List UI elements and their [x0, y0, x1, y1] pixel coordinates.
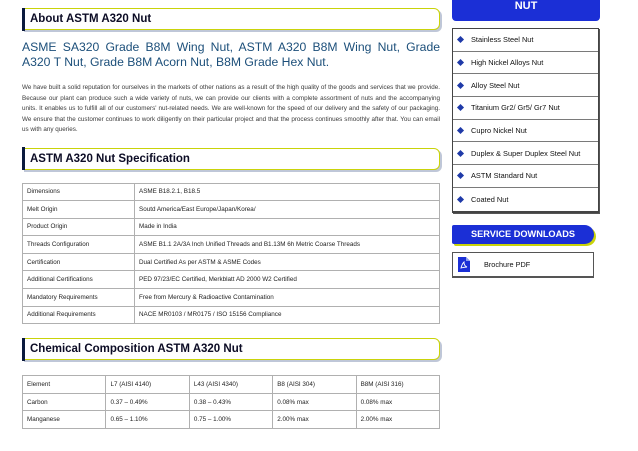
diamond-bullet-icon — [457, 172, 464, 179]
table-row: Additional Certifications PED 97/23/EC Certified, Merkblatt AD 2000 W2 Certified — [23, 271, 440, 289]
table-header-row: Element L7 (AISI 4140) L43 (AISI 4340) B8 (AISI 304) B8M (AISI 316) — [23, 376, 440, 394]
sidebar-item-titanium-nut[interactable]: Titanium Gr2/ Gr5/ Gr7 Nut — [453, 97, 598, 120]
about-heading: About ASTM A320 Nut — [22, 8, 440, 30]
brochure-label: Brochure PDF — [484, 259, 531, 269]
spec-table — [22, 183, 440, 325]
pdf-file-icon — [458, 257, 470, 272]
diamond-bullet-icon — [457, 36, 464, 43]
service-downloads-heading: SERVICE DOWNLOADS — [452, 225, 594, 244]
diamond-bullet-icon — [457, 82, 464, 89]
table-row: Carbon 0.37 – 0.49% 0.38 – 0.43% 0.08% max 0.08% max — [23, 393, 440, 411]
brochure-pdf-link[interactable] — [452, 252, 594, 278]
sidebar-item-cupro-nickel-nut[interactable]: Cupro Nickel Nut — [453, 120, 598, 143]
sidebar-item-duplex-nut[interactable]: Duplex & Super Duplex Steel Nut — [453, 142, 598, 165]
nut-menu — [452, 28, 599, 213]
sidebar-item-coated-nut[interactable]: Coated Nut — [453, 188, 598, 211]
table-row: Dimensions ASME B18.2.1, B18.5 — [23, 183, 440, 201]
chemical-heading: Chemical Composition ASTM A320 Nut — [22, 338, 440, 360]
chemical-table — [22, 375, 440, 429]
table-row: Threads Configuration ASME B1.1 2A/3A Inch Unified Threads and B1.13M 6h Metric Coarse Threads — [23, 236, 440, 254]
table-row: Product Origin Made in India — [23, 218, 440, 236]
diamond-bullet-icon — [457, 104, 464, 111]
nut-menu-heading: NUT — [452, 0, 600, 21]
diamond-bullet-icon — [457, 150, 464, 157]
table-row: Melt Origin Soutd America/East Europe/Japan/Korea/ — [23, 201, 440, 219]
diamond-bullet-icon — [457, 59, 464, 66]
diamond-bullet-icon — [457, 127, 464, 134]
diamond-bullet-icon — [457, 196, 464, 203]
table-row: Additional Requirements NACE MR0103 / MR0175 / ISO 15156 Compliance — [23, 306, 440, 324]
table-row: Manganese 0.65 – 1.10% 0.75 – 1.00% 2.00% max 2.00% max — [23, 411, 440, 429]
product-title: ASME SA320 Grade B8M Wing Nut, ASTM A320 B8M Wing Nut, Grade A320 T Nut, Grade B8M Acorn Nut, B8M Grade Hex Nut. — [22, 40, 440, 69]
table-row: Certification Dual Certified As per ASTM & ASME Codes — [23, 253, 440, 271]
spec-heading: ASTM A320 Nut Specification — [22, 148, 440, 170]
table-row: Mandatory Requirements Free from Mercury & Radioactive Contamination — [23, 289, 440, 307]
about-paragraph: We have built a solid reputation for ourselves in the markets of other nations as a result of the high quality of the goods and services that we provide. Because our plant can produce such a wide variety of nuts, we can provide our clients with a complete assortment of nuts and the accompanying units. It enables us to fulfill all of our customers' nut-related needs. We are well-known for the speed of our delivery and the safety of our packaging. We ensure that the customer continues to work diligently on their particular project and that the process continues smoothly after that. You can email us with any queries. — [22, 84, 440, 133]
sidebar-item-high-nickel-alloys-nut[interactable]: High Nickel Alloys Nut — [453, 52, 598, 75]
main-content — [22, 8, 442, 429]
sidebar-item-astm-standard-nut[interactable]: ASTM Standard Nut — [453, 165, 598, 188]
sidebar-item-alloy-steel-nut[interactable]: Alloy Steel Nut — [453, 74, 598, 97]
sidebar-item-stainless-steel-nut[interactable]: Stainless Steel Nut — [453, 29, 598, 52]
sidebar — [452, 0, 600, 278]
